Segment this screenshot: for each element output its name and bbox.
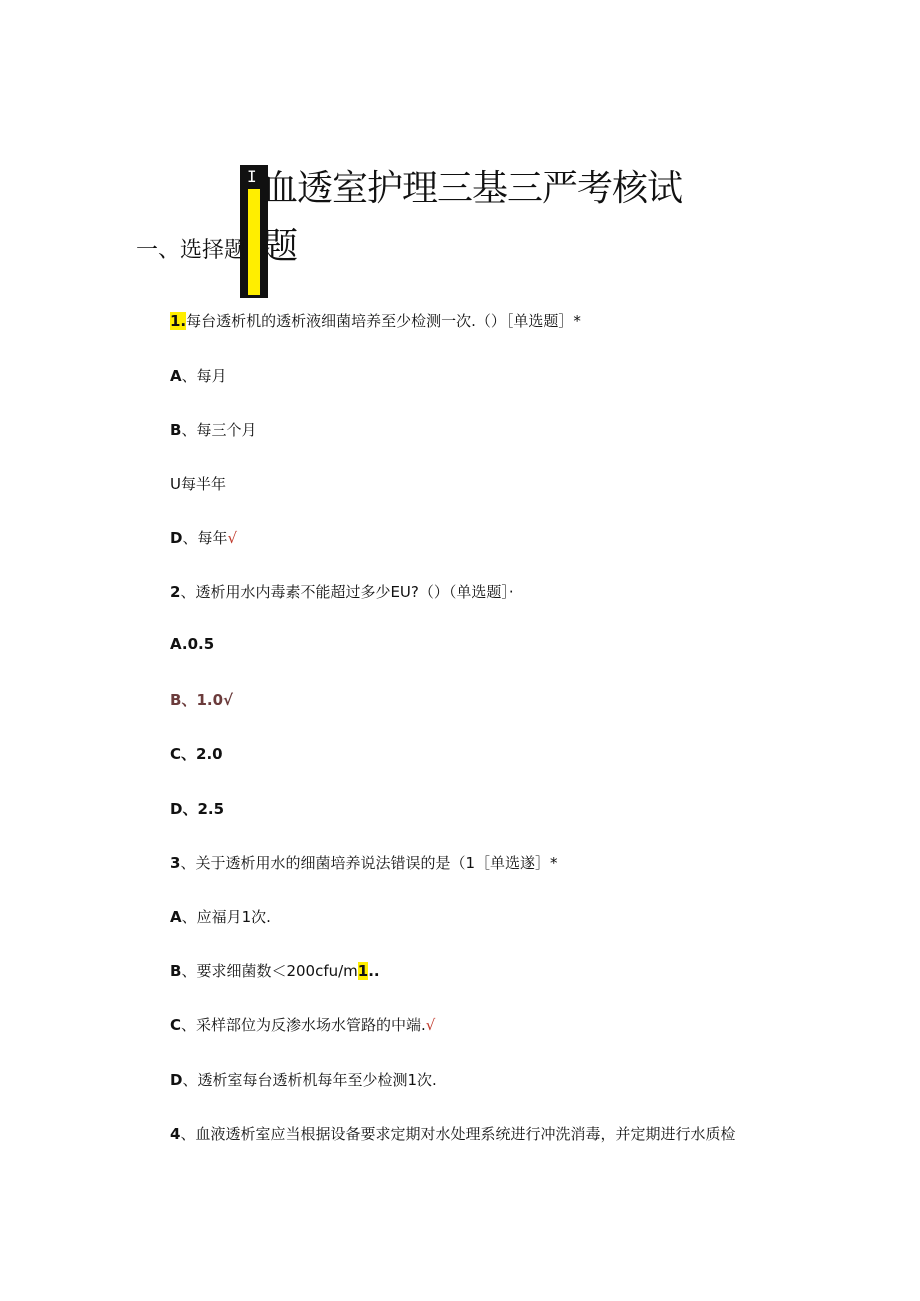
question-number: 2 <box>170 583 181 601</box>
option-2b <box>170 689 233 710</box>
question-number: 3 <box>170 854 181 872</box>
option-2d <box>170 798 224 819</box>
option-text: 、每月 <box>181 367 227 385</box>
option-letter: A <box>170 367 182 385</box>
option-3c <box>170 1014 435 1035</box>
option-text: 、2.0 <box>181 745 223 763</box>
option-3a <box>170 906 271 927</box>
option-tail: .. <box>368 962 380 980</box>
text-cursor-icon: I <box>247 167 257 186</box>
option-text: 、每三个月 <box>181 421 257 439</box>
option-1c <box>170 473 226 494</box>
option-text: 、透析室每台透析机每年至少检测1次. <box>182 1071 437 1089</box>
highlighted-text: 1 <box>357 962 369 980</box>
option-letter: D <box>170 800 183 818</box>
highlight-strip <box>248 189 260 295</box>
option-text: 、1.0 <box>181 691 224 709</box>
option-text: .0.5 <box>181 635 215 653</box>
option-letter: B <box>170 962 182 980</box>
question-text: 、关于透析用水的细菌培养说法错误的是（1［单选遂］* <box>180 854 558 872</box>
question-text: 每台透析机的透析液细菌培养至少检测一次.（）［单选题］* <box>186 312 581 330</box>
option-letter: D <box>170 1071 183 1089</box>
option-letter: A <box>170 908 182 926</box>
option-letter: U <box>170 475 181 493</box>
option-letter: B <box>170 421 182 439</box>
question-number: 4 <box>170 1125 181 1143</box>
question-number: 1. <box>170 312 187 330</box>
check-mark-icon: √ <box>227 529 238 547</box>
option-2a <box>170 635 214 653</box>
option-text: 每半年 <box>180 475 226 493</box>
option-text: 、应福月1次. <box>181 908 271 926</box>
question-2 <box>170 581 514 602</box>
option-letter: B <box>170 691 182 709</box>
option-letter: C <box>170 745 182 763</box>
section-heading: 一、选择题 <box>136 238 247 263</box>
option-2c <box>170 743 223 764</box>
option-3b <box>170 960 380 981</box>
option-3d <box>170 1069 437 1090</box>
question-3 <box>170 852 557 873</box>
option-text: 、2.5 <box>182 800 225 818</box>
check-mark-icon: √ <box>223 691 234 709</box>
option-letter: A <box>170 635 182 653</box>
option-text: 、采样部位为反渗水场水管路的中端. <box>181 1016 426 1034</box>
option-letter: D <box>170 529 183 547</box>
option-letter: C <box>170 1016 182 1034</box>
document-title-continued: 题 <box>262 226 299 267</box>
question-text: 、血液透析室应当根据设备要求定期对水处理系统进行冲洗消毒，并定期进行水质检 <box>180 1125 736 1143</box>
check-mark-icon: √ <box>425 1016 436 1034</box>
option-1d <box>170 527 237 548</box>
question-4 <box>170 1123 735 1144</box>
question-1 <box>170 310 581 331</box>
option-1a <box>170 365 227 386</box>
question-text: 、透析用水内毒素不能超过多少EU?（）（单选题］· <box>180 583 514 601</box>
option-text: 、每年 <box>182 529 228 547</box>
option-text: 、要求细菌数＜200cfu/m <box>181 962 358 980</box>
document-title: 血透室护理三基三严考核试 <box>262 168 683 209</box>
option-1b <box>170 419 256 440</box>
